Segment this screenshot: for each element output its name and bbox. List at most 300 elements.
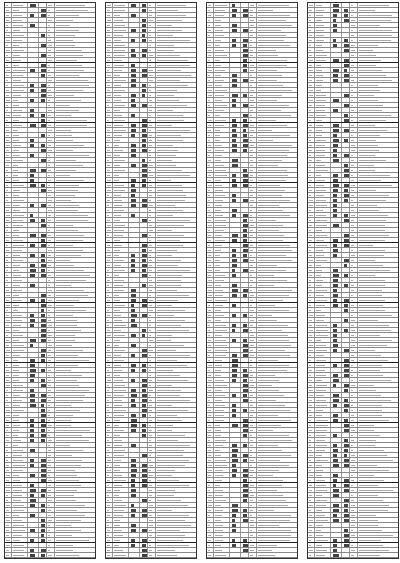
illegible-text [351, 160, 354, 161]
table-cell [230, 413, 242, 417]
table-cell [315, 173, 331, 177]
table-cell [358, 243, 398, 247]
table-cell [342, 33, 350, 37]
table-cell [315, 203, 331, 207]
table-cell [113, 228, 129, 232]
illegible-text [351, 260, 354, 261]
illegible-text [13, 240, 23, 241]
table-cell [129, 183, 141, 187]
table-cell [129, 453, 141, 457]
illegible-text [107, 520, 109, 521]
table-cell [207, 318, 214, 322]
table-cell [214, 23, 230, 27]
illegible-text [250, 95, 253, 96]
table-cell [47, 283, 55, 287]
table-cell [5, 143, 12, 147]
character-glyph [142, 144, 146, 147]
table-cell [156, 388, 196, 392]
illegible-text [351, 360, 354, 361]
illegible-text [56, 195, 75, 196]
illegible-text [114, 435, 120, 436]
illegible-text [316, 75, 323, 76]
table-cell [308, 88, 315, 92]
table-cell [241, 68, 249, 72]
illegible-text [258, 370, 287, 371]
table-cell [28, 538, 40, 542]
table-cell [129, 298, 141, 302]
table-cell [331, 98, 343, 102]
table-cell [214, 333, 230, 337]
illegible-text [258, 55, 278, 56]
illegible-text [6, 440, 9, 441]
table-cell [39, 453, 47, 457]
table-cell [156, 328, 196, 332]
table-cell [12, 498, 28, 502]
table-cell [156, 283, 196, 287]
illegible-text [309, 190, 312, 191]
table-cell [230, 63, 242, 67]
table-cell [214, 518, 230, 522]
table-cell [106, 248, 113, 252]
table-cell [342, 98, 350, 102]
table-cell [39, 53, 47, 57]
table-cell [55, 453, 95, 457]
table-cell [350, 223, 358, 227]
illegible-text [13, 160, 23, 161]
table-cell [148, 333, 156, 337]
table-cell [350, 33, 358, 37]
table-cell [207, 408, 214, 412]
illegible-text [359, 245, 373, 246]
illegible-text [48, 80, 52, 81]
illegible-text [13, 405, 20, 406]
illegible-text [48, 465, 51, 466]
illegible-text [149, 65, 151, 66]
table-cell [47, 388, 55, 392]
illegible-text [157, 130, 190, 131]
illegible-text [157, 255, 172, 256]
table-cell [5, 403, 12, 407]
table-cell [129, 493, 141, 497]
illegible-text [149, 510, 152, 511]
illegible-text [208, 450, 211, 451]
table-cell [230, 328, 242, 332]
table-cell [55, 263, 95, 267]
table-cell [113, 358, 129, 362]
character-glyph [344, 164, 348, 167]
character-glyph [41, 509, 45, 512]
table-cell [241, 533, 249, 537]
character-glyph [131, 49, 135, 52]
table-cell [249, 358, 257, 362]
table-cell [113, 473, 129, 477]
table-cell [106, 168, 113, 172]
illegible-text [351, 105, 353, 106]
table-cell [156, 13, 196, 17]
character-glyph [232, 124, 237, 127]
table-cell [129, 113, 141, 117]
table-cell [106, 528, 113, 532]
character-glyph [243, 79, 248, 82]
illegible-text [48, 310, 50, 311]
table-cell [230, 13, 242, 17]
table-cell [5, 353, 12, 357]
illegible-text [48, 60, 52, 61]
character-glyph [333, 294, 338, 297]
table-cell [140, 243, 148, 247]
table-cell [148, 458, 156, 462]
table-cell [241, 353, 249, 357]
illegible-text [48, 455, 51, 456]
table-cell [148, 443, 156, 447]
table-cell [207, 398, 214, 402]
table-cell [140, 328, 148, 332]
illegible-text [351, 135, 353, 136]
illegible-text [6, 225, 8, 226]
illegible-text [208, 385, 211, 386]
character-glyph [131, 389, 136, 392]
character-glyph [30, 484, 34, 487]
table-cell [113, 128, 129, 132]
table-cell [5, 288, 12, 292]
character-glyph [41, 554, 45, 557]
table-cell [257, 413, 297, 417]
illegible-text [13, 195, 19, 196]
illegible-text [351, 70, 354, 71]
table-cell [12, 528, 28, 532]
table-cell [12, 188, 28, 192]
illegible-text [250, 20, 254, 21]
character-glyph [333, 159, 339, 162]
table-cell [331, 283, 343, 287]
table-cell [230, 343, 242, 347]
illegible-text [149, 175, 153, 176]
illegible-text [250, 115, 252, 116]
table-cell [156, 223, 196, 227]
illegible-text [208, 15, 211, 16]
table-cell [230, 378, 242, 382]
table-cell [342, 233, 350, 237]
illegible-text [6, 470, 9, 471]
table-cell [12, 383, 28, 387]
character-glyph [344, 284, 348, 287]
illegible-text [309, 220, 311, 221]
table-cell [207, 378, 214, 382]
table-cell [39, 208, 47, 212]
illegible-text [149, 485, 152, 486]
table-cell [350, 363, 358, 367]
character-glyph [333, 14, 337, 17]
illegible-text [250, 525, 254, 526]
illegible-text [114, 355, 121, 356]
table-cell [47, 393, 55, 397]
illegible-text [149, 310, 153, 311]
character-glyph [333, 284, 338, 287]
table-cell [249, 168, 257, 172]
table-cell [156, 518, 196, 522]
table-cell [331, 103, 343, 107]
table-cell [331, 148, 343, 152]
illegible-text [56, 520, 81, 521]
table-cell [12, 218, 28, 222]
illegible-text [359, 70, 382, 71]
character-glyph [232, 259, 237, 262]
table-cell [214, 343, 230, 347]
illegible-text [250, 520, 254, 521]
illegible-text [107, 155, 111, 156]
illegible-text [56, 340, 75, 341]
illegible-text [258, 180, 286, 181]
table-cell [214, 3, 230, 7]
table-cell [129, 208, 141, 212]
table-cell [106, 318, 113, 322]
illegible-text [114, 360, 124, 361]
table-cell [140, 418, 148, 422]
illegible-text [215, 125, 224, 126]
table-cell [257, 83, 297, 87]
table-cell [315, 273, 331, 277]
table-cell [148, 238, 156, 242]
character-glyph [243, 174, 248, 177]
table-cell [47, 128, 55, 132]
illegible-text [208, 25, 210, 26]
illegible-text [56, 240, 83, 241]
table-cell [350, 8, 358, 12]
illegible-text [215, 340, 226, 341]
table-cell [106, 203, 113, 207]
table-cell [156, 98, 196, 102]
illegible-text [107, 500, 109, 501]
table-cell [5, 148, 12, 152]
illegible-text [56, 165, 83, 166]
illegible-text [13, 415, 19, 416]
table-cell [28, 153, 40, 157]
illegible-text [107, 535, 109, 536]
illegible-text [13, 525, 24, 526]
table-cell [28, 113, 40, 117]
table-cell [315, 158, 331, 162]
illegible-text [157, 160, 172, 161]
table-cell [148, 193, 156, 197]
illegible-text [13, 115, 21, 116]
table-cell [148, 498, 156, 502]
table-cell [140, 308, 148, 312]
character-glyph [232, 514, 236, 517]
character-glyph [30, 84, 34, 87]
illegible-text [114, 315, 121, 316]
table-cell [47, 158, 55, 162]
character-glyph [30, 89, 34, 92]
table-cell [47, 353, 55, 357]
table-cell [214, 348, 230, 352]
illegible-text [250, 75, 252, 76]
table-cell [331, 78, 343, 82]
character-glyph [41, 504, 45, 507]
illegible-text [6, 250, 9, 251]
illegible-text [359, 130, 387, 131]
illegible-text [6, 50, 10, 51]
illegible-text [208, 360, 210, 361]
illegible-text [359, 125, 375, 126]
illegible-text [351, 300, 353, 301]
table-cell [257, 13, 297, 17]
table-cell [358, 88, 398, 92]
table-cell [5, 298, 12, 302]
table-cell [230, 93, 242, 97]
illegible-text [107, 30, 110, 31]
table-cell [230, 243, 242, 247]
illegible-text [107, 420, 110, 421]
table-cell [129, 158, 141, 162]
illegible-text [250, 375, 253, 376]
table-cell [5, 263, 12, 267]
table-cell [331, 273, 343, 277]
table-cell [148, 228, 156, 232]
table-cell [249, 543, 257, 547]
table-cell [113, 93, 129, 97]
illegible-text [13, 185, 24, 186]
illegible-text [56, 230, 78, 231]
illegible-text [157, 415, 177, 416]
table-cell [315, 213, 331, 217]
illegible-text [114, 320, 122, 321]
illegible-text [250, 240, 252, 241]
illegible-text [351, 290, 354, 291]
illegible-text [114, 20, 123, 21]
table-cell [12, 428, 28, 432]
table-cell [47, 73, 55, 77]
illegible-text [215, 85, 222, 86]
character-glyph [333, 344, 338, 347]
illegible-text [351, 350, 354, 351]
character-glyph [41, 404, 44, 407]
character-glyph [41, 219, 45, 222]
illegible-text [6, 290, 9, 291]
table-cell [113, 518, 129, 522]
table-cell [129, 348, 141, 352]
character-glyph [30, 364, 35, 367]
table-cell [148, 418, 156, 422]
table-cell [358, 253, 398, 257]
table-cell [55, 258, 95, 262]
table-cell [12, 158, 28, 162]
illegible-text [258, 270, 286, 271]
table-cell [140, 78, 148, 82]
table-cell [39, 278, 47, 282]
illegible-text [258, 20, 286, 21]
illegible-text [157, 460, 189, 461]
table-cell [106, 488, 113, 492]
illegible-text [250, 65, 254, 66]
illegible-text [258, 430, 273, 431]
table-cell [148, 438, 156, 442]
illegible-text [56, 385, 79, 386]
illegible-text [114, 175, 119, 176]
illegible-text [316, 230, 322, 231]
illegible-text [208, 535, 211, 536]
illegible-text [359, 60, 381, 61]
table-cell [358, 248, 398, 252]
table-cell [113, 398, 129, 402]
table-cell [342, 153, 350, 157]
table-cell [230, 188, 242, 192]
table-cell [350, 38, 358, 42]
illegible-text [316, 310, 321, 311]
illegible-text [48, 405, 50, 406]
illegible-text [309, 195, 311, 196]
character-glyph [232, 529, 236, 532]
character-glyph [41, 44, 46, 47]
table-cell [28, 393, 40, 397]
table-cell [129, 58, 141, 62]
table-cell [230, 138, 242, 142]
table-cell [342, 113, 350, 117]
illegible-text [215, 505, 221, 506]
illegible-text [114, 95, 121, 96]
table-cell [156, 463, 196, 467]
table-cell [249, 413, 257, 417]
table-cell [39, 153, 47, 157]
illegible-text [215, 425, 220, 426]
table-cell [315, 123, 331, 127]
table-cell [214, 318, 230, 322]
illegible-text [56, 170, 76, 171]
illegible-text [6, 245, 8, 246]
character-glyph [30, 24, 35, 27]
illegible-text [208, 80, 210, 81]
illegible-text [149, 170, 151, 171]
table-cell [249, 553, 257, 557]
table-cell [308, 108, 315, 112]
illegible-text [6, 120, 8, 121]
table-cell [148, 113, 156, 117]
table-cell [55, 63, 95, 67]
illegible-text [316, 50, 323, 51]
table-cell [315, 278, 331, 282]
table-cell [241, 373, 249, 377]
table-cell [39, 308, 47, 312]
table-cell [28, 43, 40, 47]
table-cell [148, 108, 156, 112]
table-cell [214, 533, 230, 537]
illegible-text [157, 540, 183, 541]
illegible-text [56, 85, 89, 86]
illegible-text [6, 475, 10, 476]
table-cell [47, 18, 55, 22]
table-cell [113, 113, 129, 117]
illegible-text [258, 510, 274, 511]
illegible-text [351, 130, 354, 131]
table-cell [113, 188, 129, 192]
character-glyph [232, 404, 236, 407]
illegible-text [309, 45, 311, 46]
illegible-text [13, 150, 19, 151]
table-cell [5, 293, 12, 297]
table-cell [207, 483, 214, 487]
table-cell [358, 353, 398, 357]
table-cell [148, 398, 156, 402]
illegible-text [309, 100, 313, 101]
table-cell [140, 168, 148, 172]
illegible-text [316, 325, 327, 326]
table-cell [39, 328, 47, 332]
illegible-text [56, 470, 75, 471]
table-cell [350, 188, 358, 192]
table-cell [342, 28, 350, 32]
illegible-text [13, 350, 24, 351]
table-cell [207, 363, 214, 367]
table-cell [257, 508, 297, 512]
